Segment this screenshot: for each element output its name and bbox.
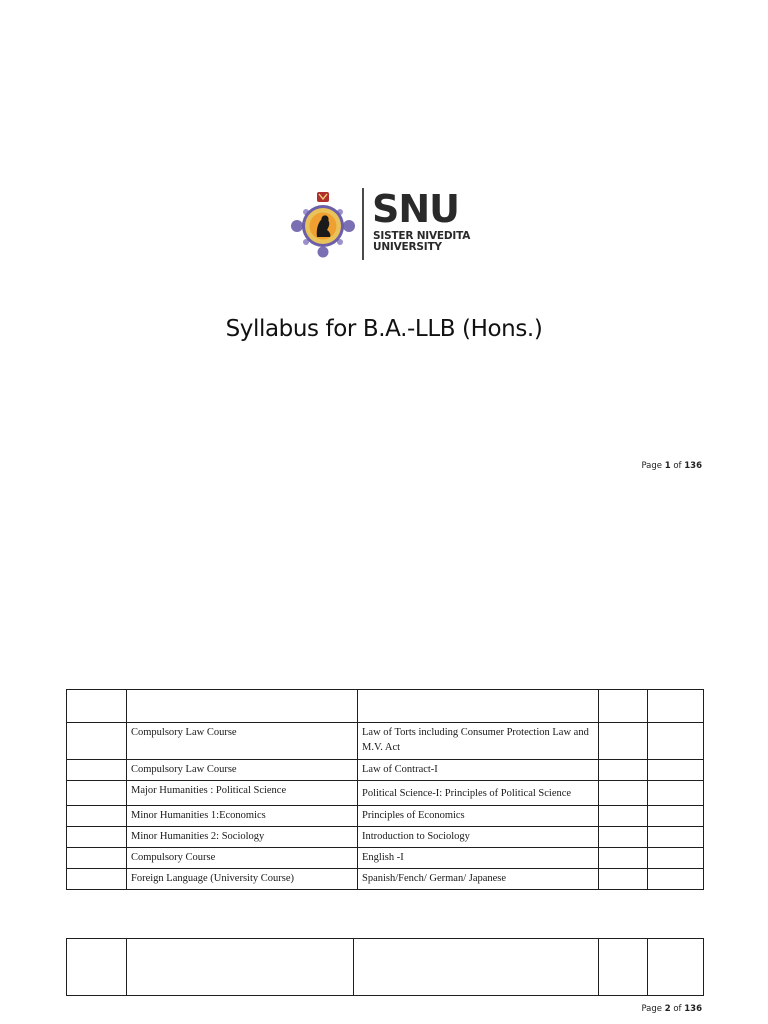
page-current: 2 <box>664 1004 671 1014</box>
table-cell: Law of Torts including Consumer Protection Law and M.V. Act <box>358 723 599 760</box>
page-of: of <box>670 1004 685 1014</box>
table-row <box>67 760 704 781</box>
table-cell <box>599 848 648 869</box>
page-number-2 <box>641 1003 702 1015</box>
table-cell: Compulsory Course <box>127 848 358 869</box>
table-cell <box>358 690 599 723</box>
university-logo <box>290 188 490 264</box>
table-cell <box>648 939 704 996</box>
table-row <box>67 781 704 806</box>
table-row <box>67 723 704 760</box>
table-cell <box>648 760 704 781</box>
table-row <box>67 869 704 890</box>
table-cell <box>127 939 354 996</box>
logo-wordmark: SNU <box>372 187 460 231</box>
table-row <box>67 806 704 827</box>
table-row <box>67 827 704 848</box>
table-cell <box>599 827 648 848</box>
logo-subtitle-line-2: UNIVERSITY <box>373 241 442 253</box>
table-cell <box>599 723 648 760</box>
table-cell <box>67 781 127 806</box>
table-cell: Minor Humanities 1:Economics <box>127 806 358 827</box>
table-cell <box>67 827 127 848</box>
table-cell: Law of Contract-I <box>358 760 599 781</box>
table-cell <box>67 806 127 827</box>
page-of: of <box>670 461 685 471</box>
table-cell: Spanish/Fench/ German/ Japanese <box>358 869 599 890</box>
table-cell <box>599 781 648 806</box>
table-cell <box>599 760 648 781</box>
second-course-table <box>66 938 704 996</box>
page-total: 136 <box>684 1004 702 1014</box>
table-cell <box>648 690 704 723</box>
table-cell <box>648 869 704 890</box>
table-cell <box>67 848 127 869</box>
table-cell <box>648 848 704 869</box>
table-cell <box>67 939 127 996</box>
table-cell <box>599 806 648 827</box>
table-cell: English -I <box>358 848 599 869</box>
document-title: Syllabus for B.A.-LLB (Hons.) <box>225 316 543 342</box>
table-cell <box>648 723 704 760</box>
table-cell <box>127 690 358 723</box>
table-cell: Minor Humanities 2: Sociology <box>127 827 358 848</box>
table-cell <box>354 939 599 996</box>
table-cell: Compulsory Law Course <box>127 723 358 760</box>
page-prefix: Page <box>641 1004 665 1014</box>
course-table <box>66 689 704 890</box>
table-cell <box>599 869 648 890</box>
table-cell: Compulsory Law Course <box>127 760 358 781</box>
table-cell <box>67 723 127 760</box>
table-cell: Foreign Language (University Course) <box>127 869 358 890</box>
table-row <box>67 848 704 869</box>
table-header-row <box>67 939 704 996</box>
table-cell: Introduction to Sociology <box>358 827 599 848</box>
page-prefix: Page <box>641 461 665 471</box>
table-cell <box>67 690 127 723</box>
table-cell <box>648 806 704 827</box>
table-cell: Major Humanities : Political Science <box>127 781 358 806</box>
table-cell: Principles of Economics <box>358 806 599 827</box>
page-current: 1 <box>664 461 671 471</box>
table-cell: Political Science-I: Principles of Political Science <box>358 781 599 806</box>
logo-divider <box>362 188 364 260</box>
table-cell <box>648 781 704 806</box>
page-number-1 <box>641 460 702 472</box>
table-cell <box>67 760 127 781</box>
table-header-row <box>67 690 704 723</box>
university-emblem-icon <box>290 190 356 258</box>
table-cell <box>648 827 704 848</box>
table-cell <box>67 869 127 890</box>
logo-subtitle-line-1: SISTER NIVEDITA <box>373 230 471 242</box>
table-cell <box>599 939 648 996</box>
table-cell <box>599 690 648 723</box>
page-total: 136 <box>684 461 702 471</box>
